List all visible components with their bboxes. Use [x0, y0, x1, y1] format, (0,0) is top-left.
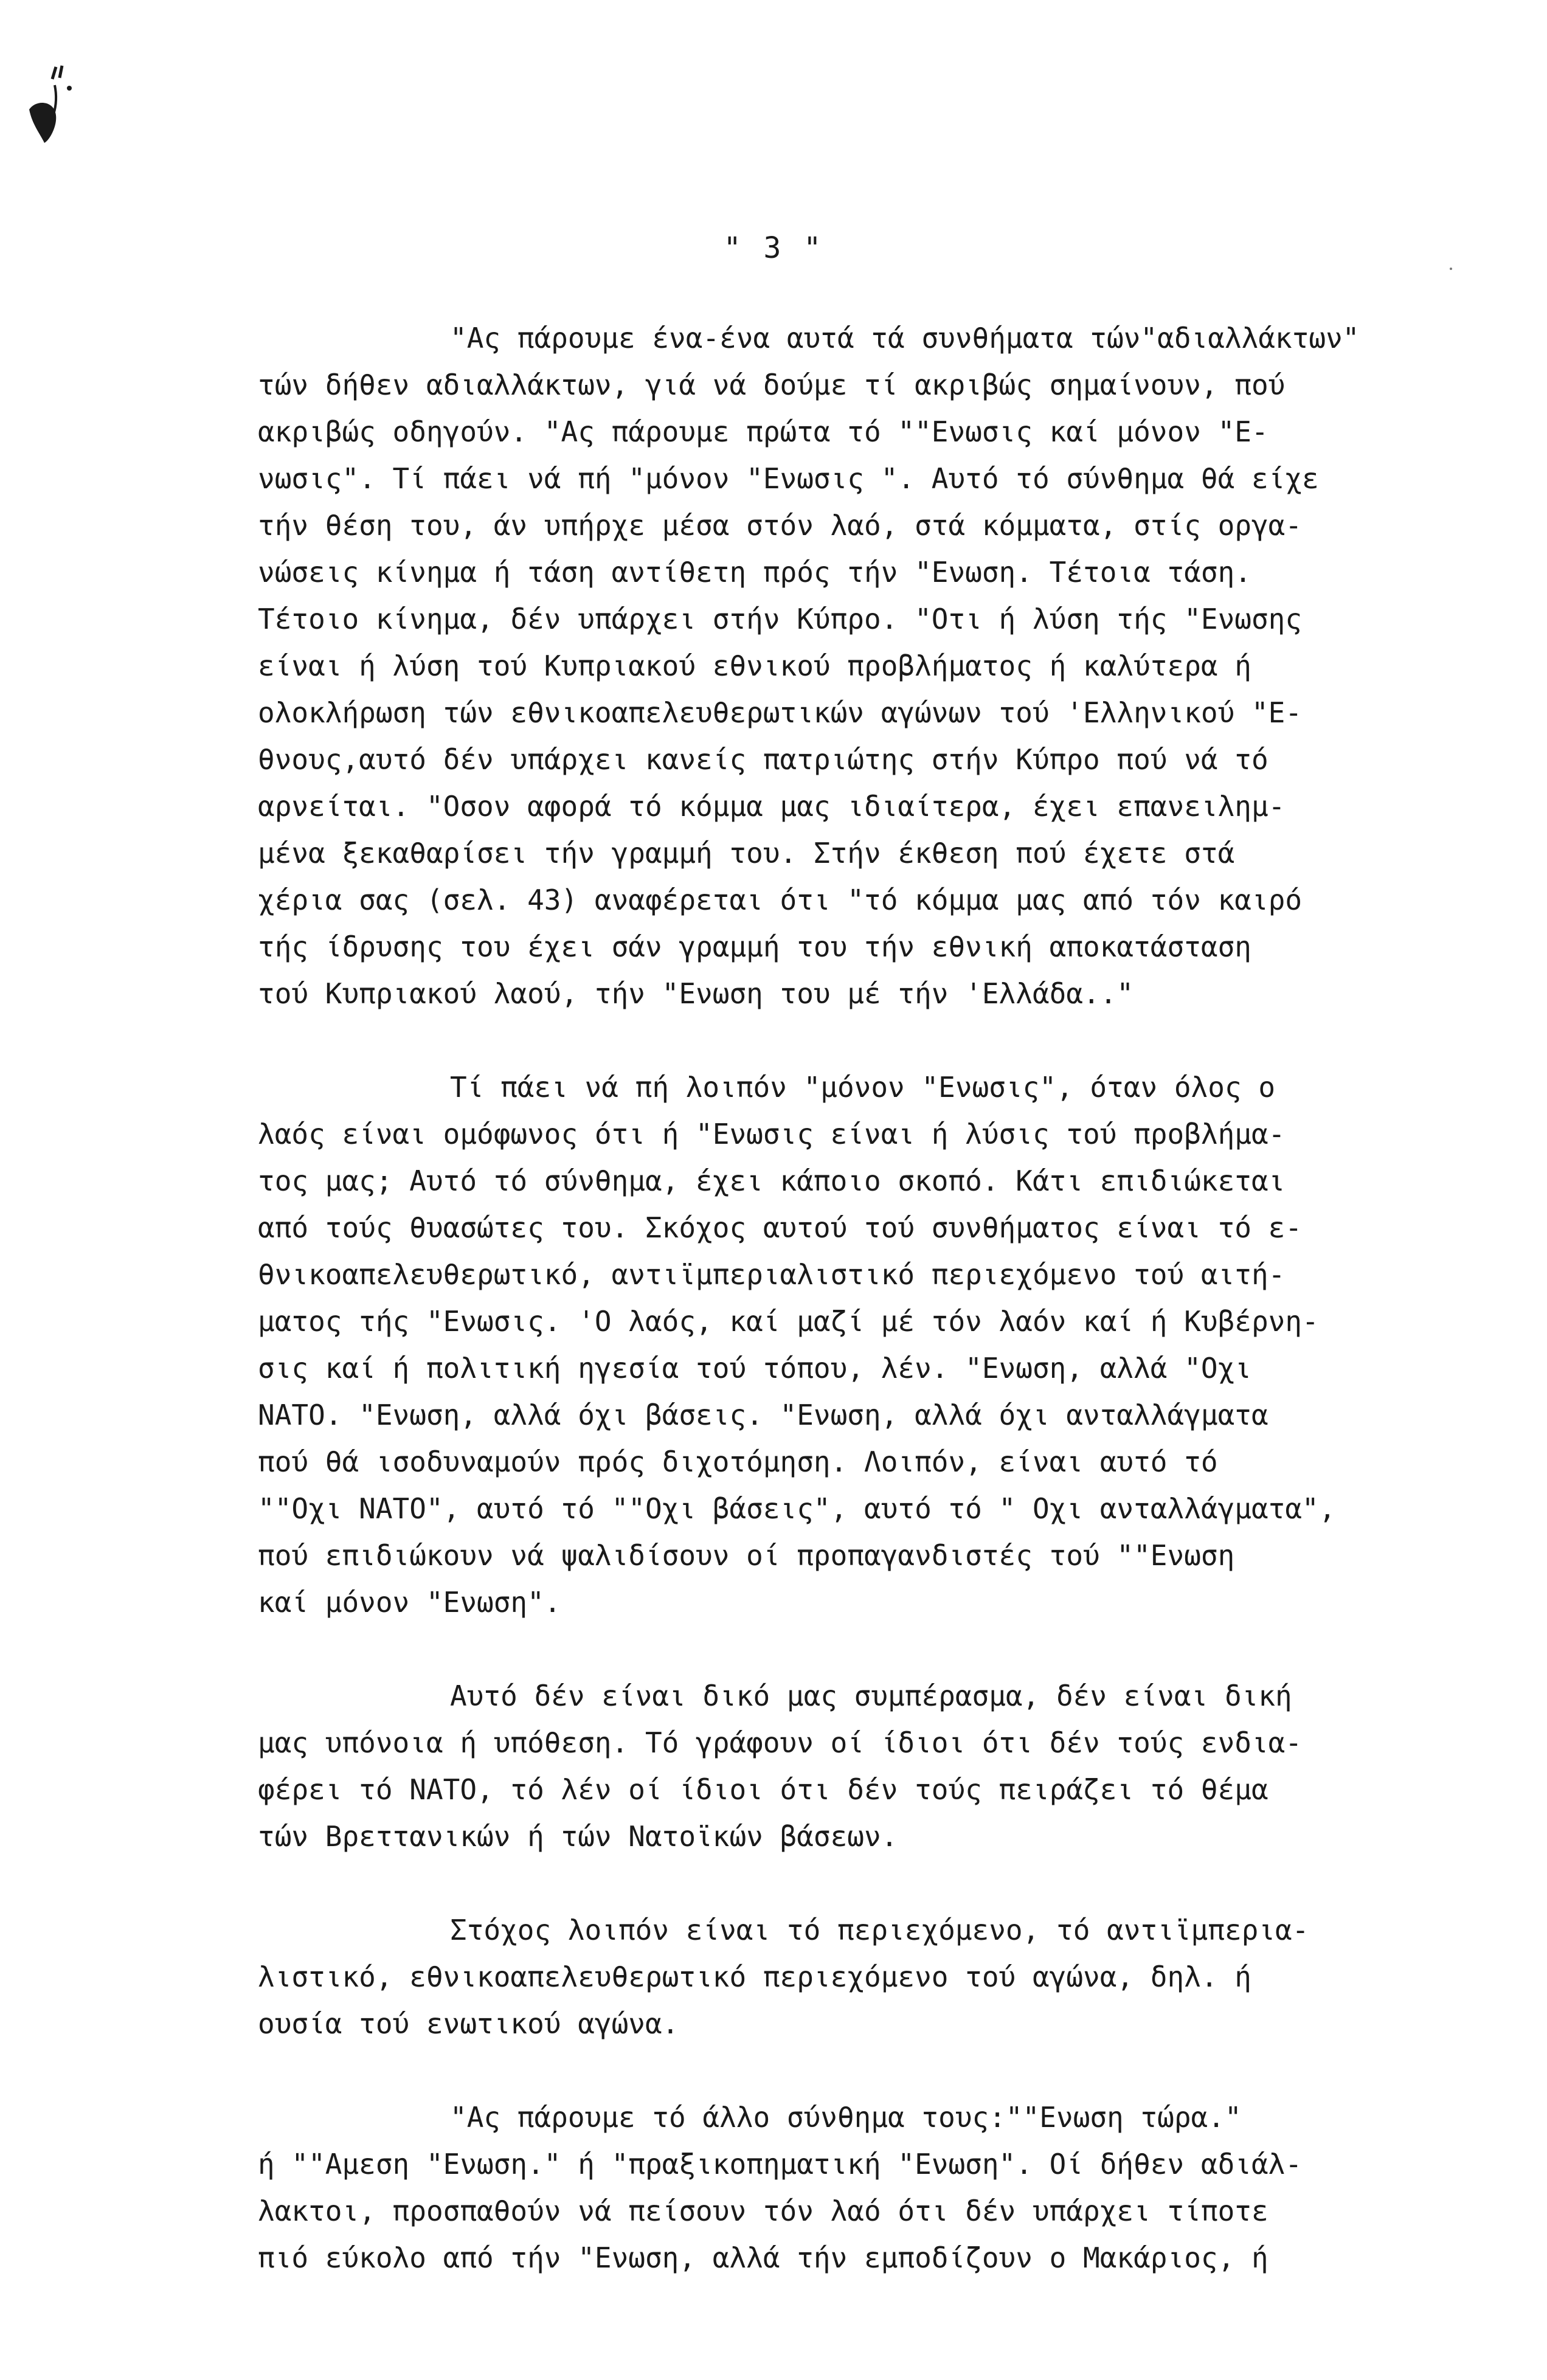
text-line: θνους,αυτό δέν υπάρχει κανείς πατριώτης στήν Κύπρο πού νά τό [258, 743, 1268, 776]
paragraph-5 [258, 2094, 1462, 2281]
text-line: τών δήθεν αδιαλλάκτων, γιά νά δούμε τί ακριβώς σημαίνουν, πού [258, 368, 1286, 401]
text-line: Τέτοιο κίνημα, δέν υπάρχει στήν Κύπρο. "Οτι ή λύση τής "Ενωσης [258, 603, 1303, 635]
page-number: " 3 " [723, 231, 824, 265]
text-line: από τούς θυασώτες του. Σκόχος αυτού τού συνθήματος είναι τό ε- [258, 1211, 1303, 1244]
text-line: σις καί ή πολιτική ηγεσία τού τόπου, λέν. "Ενωση, αλλά "Οχι [258, 1352, 1251, 1385]
text-line: θνικοαπελευθερωτικό, αντιϊμπεριαλιστικό περιεχόμενο τού αιτή- [258, 1258, 1286, 1291]
text-line: νωσις". Τί πάει νά πή "μόνον "Ενωσις ". Αυτό τό σύνθημα θά είχε [258, 462, 1319, 495]
text-line: ακριβώς οδηγούν. "Ας πάρουμε πρώτα τό ""Ενωσις καί μόνον "Ε- [258, 415, 1268, 448]
text-line: λακτοι, προσπαθούν νά πείσουν τόν λαό ότι δέν υπάρχει τίποτε [258, 2195, 1268, 2227]
text-line: τήν θέση του, άν υπήρχε μέσα στόν λαό, στά κόμματα, στίς οργα- [258, 509, 1303, 542]
paragraph-4 [258, 1907, 1462, 2047]
text-line: πού επιδιώκουν νά ψαλιδίσουν οί προπαγανδιστές τού ""Ενωση [258, 1539, 1235, 1572]
text-line: Αυτό δέν είναι δικό μας συμπέρασμα, δέν είναι δική [450, 1679, 1292, 1712]
text-line: ματος τής "Ενωσις. 'Ο λαός, καί μαζί μέ τόν λαόν καί ή Κυβέρνη- [258, 1305, 1319, 1338]
paragraph-2 [258, 1064, 1462, 1626]
text-line: τής ίδρυσης του έχει σάν γραμμή του τήν εθνική αποκατάσταση [258, 930, 1251, 963]
paragraph-3 [258, 1673, 1462, 1860]
text-line: "Ας πάρουμε τό άλλο σύνθημα τους:""Ενωση τώρα." [450, 2101, 1242, 2134]
text-line: μας υπόνοια ή υπόθεση. Τό γράφουν οί ίδιοι ότι δέν τούς ενδια- [258, 1726, 1303, 1759]
text-line: είναι ή λύση τού Κυπριακού εθνικού προβλήματος ή καλύτερα ή [258, 649, 1251, 682]
text-line: Στόχος λοιπόν είναι τό περιεχόμενο, τό αντιϊμπερια- [450, 1914, 1309, 1946]
text-line: Τί πάει νά πή λοιπόν "μόνον "Ενωσις", όταν όλος ο [450, 1071, 1276, 1104]
text-line: καί μόνον "Ενωση". [258, 1586, 561, 1619]
text-line: τών Βρεττανικών ή τών Νατοϊκών βάσεων. [258, 1820, 898, 1853]
text-line: νώσεις κίνημα ή τάση αντίθετη πρός τήν "Ενωση. Τέτοια τάση. [258, 556, 1251, 589]
text-line: ουσία τού ενωτικού αγώνα. [258, 2007, 679, 2040]
text-line: φέρει τό ΝΑΤΟ, τό λέν οί ίδιοι ότι δέν τούς πειράζει τό θέμα [258, 1773, 1268, 1806]
text-line: λιστικό, εθνικοαπελευθερωτικό περιεχόμενο τού αγώνα, δηλ. ή [258, 1960, 1251, 1993]
text-line: ή ""Αμεση "Ενωση." ή "πραξικοπηματική "Ενωση". Οί δήθεν αδιάλ- [258, 2148, 1303, 2181]
scan-speck [1450, 268, 1452, 270]
ink-blot-mark [17, 43, 90, 146]
text-line: ολοκλήρωση τών εθνικοαπελευθερωτικών αγώνων τού 'Ελληνικού "Ε- [258, 696, 1303, 729]
text-line: τος μας; Αυτό τό σύνθημα, έχει κάποιο σκοπό. Κάτι επιδιώκεται [258, 1164, 1286, 1197]
text-line: ""Οχι ΝΑΤΟ", αυτό τό ""Οχι βάσεις", αυτό τό " Οχι ανταλλάγματα", [258, 1492, 1336, 1525]
paragraph-1 [258, 315, 1462, 1017]
text-line: ΝΑΤΟ. "Ενωση, αλλά όχι βάσεις. "Ενωση, αλλά όχι ανταλλάγματα [258, 1399, 1268, 1431]
text-line: λαός είναι ομόφωνος ότι ή "Ενωσις είναι ή λύσις τού προβλήμα- [258, 1118, 1286, 1150]
text-line: "Ας πάρουμε ένα-ένα αυτά τά συνθήματα τών"αδιαλλάκτων" [450, 322, 1360, 355]
text-line: πιό εύκολο από τήν "Ενωση, αλλά τήν εμποδίζουν ο Μακάριος, ή [258, 2241, 1268, 2274]
text-line: πού θά ισοδυναμούν πρός διχοτόμηση. Λοιπόν, είναι αυτό τό [258, 1445, 1218, 1478]
text-line: μένα ξεκαθαρίσει τήν γραμμή του. Στήν έκθεση πού έχετε στά [258, 837, 1235, 870]
document-body [258, 315, 1462, 2328]
text-line: τού Κυπριακού λαού, τήν "Ενωση του μέ τήν 'Ελλάδα.." [258, 977, 1134, 1010]
text-line: αρνείται. "Οσον αφορά τό κόμμα μας ιδιαίτερα, έχει επανειλημ- [258, 790, 1286, 823]
text-line: χέρια σας (σελ. 43) αναφέρεται ότι "τό κόμμα μας από τόν καιρό [258, 884, 1303, 916]
